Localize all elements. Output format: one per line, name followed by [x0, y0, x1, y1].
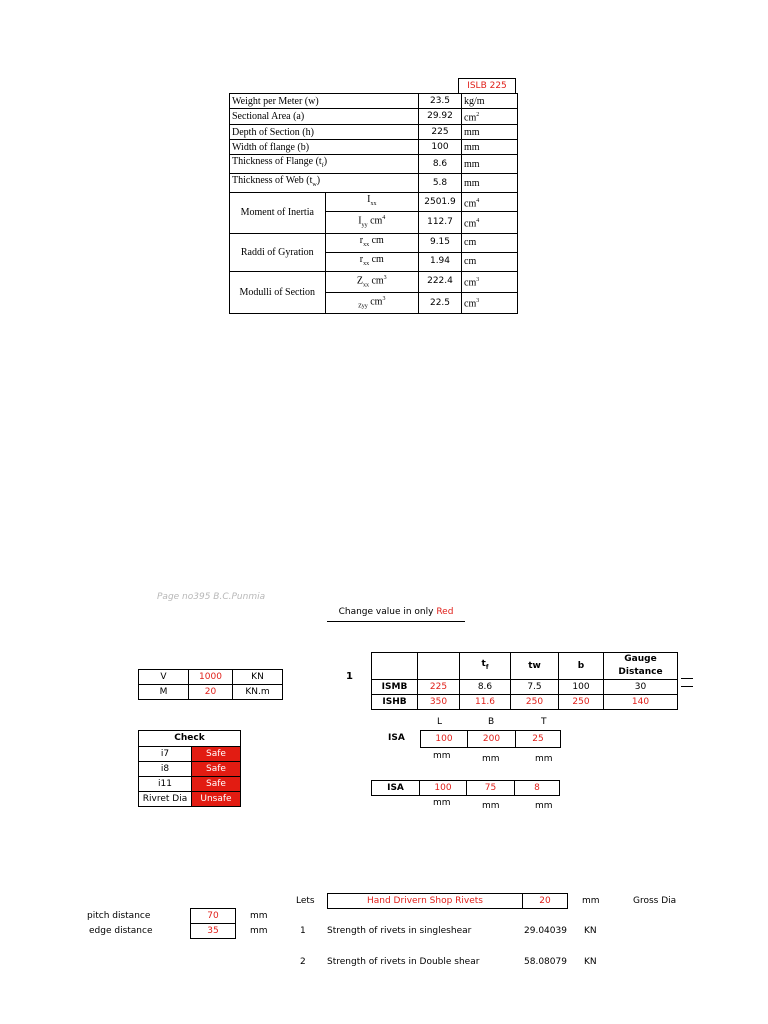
- group-label: Modulli of Section: [230, 271, 326, 314]
- section-name-box[interactable]: [458, 78, 516, 94]
- group-label: Raddi of Gyration: [230, 233, 326, 271]
- table-row: [230, 109, 518, 125]
- row-value: 100: [419, 140, 462, 155]
- strength-unit: KN: [584, 926, 597, 936]
- row-value: 225: [419, 125, 462, 140]
- load-value-input[interactable]: 20: [189, 685, 233, 700]
- gross-dia-label: Gross Dia: [633, 896, 677, 906]
- symbol: $I_{xx}$: [325, 193, 418, 212]
- isa-value-input[interactable]: 25: [516, 731, 561, 748]
- table-row: [230, 271, 518, 292]
- isa-value-input[interactable]: 200: [468, 731, 516, 748]
- edge-mark: [681, 686, 693, 687]
- pitch-unit: mm: [250, 911, 268, 921]
- table-header-row: [372, 653, 678, 680]
- row-unit: $cm^3$: [462, 271, 518, 292]
- isa-label: ISA: [372, 781, 420, 796]
- table-row: [139, 777, 241, 792]
- isa-unit: mm: [535, 754, 553, 764]
- strength-num: 2: [300, 957, 306, 967]
- table-row: [421, 731, 561, 748]
- symbol: $I_{yy}$ $cm^4$: [325, 212, 418, 233]
- check-status: Unsafe: [192, 792, 241, 807]
- symbol: $r_{xx}$ cm: [325, 252, 418, 271]
- table-row: [230, 125, 518, 140]
- edge-input[interactable]: 35: [190, 923, 236, 939]
- row-label: Depth of Section (h): [230, 125, 419, 140]
- table-row: [372, 781, 560, 796]
- symbol: $r_{xx}$ cm: [325, 233, 418, 252]
- section-properties-table: [229, 93, 518, 314]
- isa-value-input[interactable]: 100: [421, 731, 468, 748]
- isa-header-t: T: [541, 717, 547, 727]
- table-row: [230, 140, 518, 155]
- header-cell: [372, 653, 418, 680]
- row-unit: mm: [462, 174, 518, 193]
- cell: 30: [604, 680, 678, 695]
- load-name: V: [139, 670, 189, 685]
- strength-label: Strength of rivets in Double shear: [327, 957, 480, 967]
- isa-value-input[interactable]: 100: [420, 781, 467, 796]
- row-unit: $cm^3$: [462, 292, 518, 313]
- check-status: Safe: [192, 747, 241, 762]
- isa-table-1: [420, 730, 561, 748]
- row-value: 8.6: [419, 155, 462, 174]
- cell-input[interactable]: 250: [511, 695, 559, 710]
- row-value: 2501.9: [419, 193, 462, 212]
- row-unit: cm: [462, 252, 518, 271]
- lets-label: Lets: [296, 896, 315, 906]
- row-unit: mm: [462, 155, 518, 174]
- isa-header-l: L: [437, 717, 443, 727]
- table-row: [139, 685, 283, 700]
- rivet-dia-unit: mm: [582, 896, 600, 906]
- table-row: [372, 695, 678, 710]
- check-name: i7: [139, 747, 192, 762]
- strength-label: Strength of rivets in singleshear: [327, 926, 472, 936]
- cell-input[interactable]: 350: [418, 695, 460, 710]
- edge-mark: [681, 678, 693, 679]
- row-label: Thickness of Web $(t_w)$: [230, 174, 419, 193]
- table-row: [139, 670, 283, 685]
- cell-input[interactable]: 140: [604, 695, 678, 710]
- isa-unit: mm: [535, 801, 553, 811]
- row-unit: $cm^4$: [462, 212, 518, 233]
- table-row: [372, 680, 678, 695]
- row-unit: $cm^4$: [462, 193, 518, 212]
- row-value: 112.7: [419, 212, 462, 233]
- row-unit: mm: [462, 125, 518, 140]
- edge-label: edge distance: [89, 926, 153, 936]
- section-name: ISLB 225: [467, 81, 507, 91]
- load-value-input[interactable]: 1000: [189, 670, 233, 685]
- row-value: 9.15: [419, 233, 462, 252]
- cell-input[interactable]: 250: [559, 695, 604, 710]
- row-value: 23.5: [419, 94, 462, 109]
- check-status: Safe: [192, 777, 241, 792]
- cell: 100: [559, 680, 604, 695]
- load-name: M: [139, 685, 189, 700]
- row-unit: cm: [462, 233, 518, 252]
- row-value: 5.8: [419, 174, 462, 193]
- row-label: Thickness of Flange $(t_f)$: [230, 155, 419, 174]
- isa-label: ISA: [388, 733, 405, 743]
- rivet-type-input[interactable]: Hand Drivern Shop Rivets: [327, 893, 523, 909]
- row-value: 29.92: [419, 109, 462, 125]
- row-unit: mm: [462, 140, 518, 155]
- isa-value-input[interactable]: 8: [515, 781, 560, 796]
- row-value: 222.4: [419, 271, 462, 292]
- cell: 7.5: [511, 680, 559, 695]
- table-row: [139, 747, 241, 762]
- load-unit: KN.m: [233, 685, 283, 700]
- strength-unit: KN: [584, 957, 597, 967]
- header-cell: Gauge Distance: [604, 653, 678, 680]
- table-row: [230, 233, 518, 252]
- isa-table-2: [371, 780, 560, 796]
- section-name: ISMB: [372, 680, 418, 695]
- strength-value: 29.04039: [524, 926, 567, 936]
- table-row: [230, 174, 518, 193]
- strength-value: 58.08079: [524, 957, 567, 967]
- cell-input[interactable]: 11.6: [460, 695, 511, 710]
- row-label: Width of flange (b): [230, 140, 419, 155]
- table-row: [139, 762, 241, 777]
- group-label: Moment of Inertia: [230, 193, 326, 233]
- row-label: Sectional Area (a): [230, 109, 419, 125]
- isa-unit: mm: [433, 751, 451, 761]
- check-status: Safe: [192, 762, 241, 777]
- section-name: ISHB: [372, 695, 418, 710]
- symbol: $_{Zyy}$ $cm^3$: [325, 292, 418, 313]
- instruction-note: Change value in only Red: [327, 607, 465, 622]
- row-value: 22.5: [419, 292, 462, 313]
- symbol: $Z_{xx}$ $cm^3$: [325, 271, 418, 292]
- cell-input[interactable]: 225: [418, 680, 460, 695]
- row-value: 1.94: [419, 252, 462, 271]
- isa-unit: mm: [433, 798, 451, 808]
- table-row: [230, 94, 518, 109]
- header-cell: $t_f$: [460, 653, 511, 680]
- row-unit: kg/m: [462, 94, 518, 109]
- table-row: [230, 155, 518, 174]
- header-cell: tw: [511, 653, 559, 680]
- check-title: Check: [139, 731, 241, 747]
- reference-note: Page no395 B.C.Punmia: [157, 592, 266, 602]
- row-unit: $cm^2$: [462, 109, 518, 125]
- check-name: Rivret Dia: [139, 792, 192, 807]
- header-cell: [418, 653, 460, 680]
- edge-unit: mm: [250, 926, 268, 936]
- isa-unit: mm: [482, 754, 500, 764]
- header-cell: b: [559, 653, 604, 680]
- pitch-label: pitch distance: [87, 911, 151, 921]
- isa-unit: mm: [482, 801, 500, 811]
- row-label: Weight per Meter (w): [230, 94, 419, 109]
- cell: 8.6: [460, 680, 511, 695]
- rivet-dia-input[interactable]: 20: [522, 893, 568, 909]
- table-header-row: [139, 731, 241, 747]
- load-unit: KN: [233, 670, 283, 685]
- sections-table: [371, 652, 678, 710]
- table-row: [230, 193, 518, 212]
- case-number: 1: [346, 671, 353, 682]
- check-name: i8: [139, 762, 192, 777]
- pitch-input[interactable]: 70: [190, 908, 236, 924]
- check-name: i11: [139, 777, 192, 792]
- strength-num: 1: [300, 926, 306, 936]
- isa-value-input[interactable]: 75: [467, 781, 515, 796]
- table-row: [139, 792, 241, 807]
- loads-table: [138, 669, 283, 700]
- check-table: [138, 730, 241, 807]
- isa-header-b: B: [488, 717, 495, 727]
